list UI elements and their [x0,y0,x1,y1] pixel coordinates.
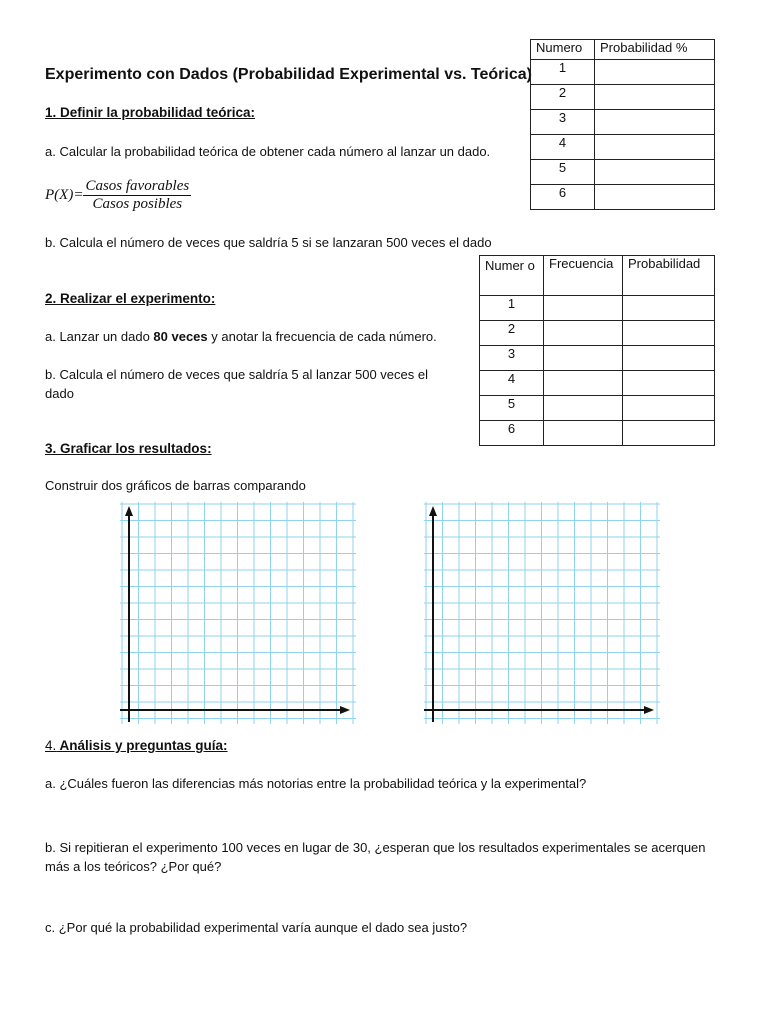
blank-graph-right[interactable] [422,500,662,726]
table1-cell-empty[interactable] [595,60,715,85]
table1-cell-empty[interactable] [595,160,715,185]
section4-heading [45,738,228,753]
section2-a [45,329,437,344]
table2-cell-empty[interactable] [544,421,623,446]
table-row [531,60,715,85]
table1-cell-number: 3 [531,110,595,135]
section2-a-bold: 80 veces [153,329,208,344]
table-row [531,110,715,135]
table2-cell-empty[interactable] [623,396,715,421]
formula-denominator: Casos posibles [92,196,183,212]
table2-cell-empty[interactable] [623,321,715,346]
section4-b: b. Si repitieran el experimento 100 veces en lugar de 30, ¿esperan que los resultados experimentales se acerquen más a los teóricos? ¿Por qué? [45,840,706,874]
table2-cell-empty[interactable] [544,396,623,421]
table2-cell-empty[interactable] [623,346,715,371]
table2-cell-empty[interactable] [544,371,623,396]
table-row [480,321,715,346]
table1-cell-number: 4 [531,135,595,160]
section4-c: c. ¿Por qué la probabilidad experimental varía aunque el dado sea justo? [45,920,468,935]
table2-cell-number: 6 [480,421,544,446]
section2-b: b. Calcula el número de veces que saldría 5 al lanzar 500 veces el dado [45,367,428,401]
section2-a-pre: a. Lanzar un dado [45,329,154,344]
table-row [480,346,715,371]
table1-header-probabilidad: Probabilidad % [595,40,715,60]
table1-cell-empty[interactable] [595,185,715,210]
x-axis-arrow-icon [340,706,350,714]
table-row [531,185,715,210]
probability-formula [45,178,191,213]
table-row [480,421,715,446]
table2-cell-empty[interactable] [623,421,715,446]
table1-header-numero: Numero [531,40,595,60]
section4-a: a. ¿Cuáles fueron las diferencias más notorias entre la probabilidad teórica y la experimental? [45,776,587,791]
table2-header-frecuencia: Frecuencia [544,256,623,296]
y-axis-arrow-icon [429,506,437,516]
section2-heading: 2. Realizar el experimento: [45,291,216,306]
section4-heading-num: 4. [45,738,57,753]
formula-numerator: Casos favorables [85,178,190,194]
section3-text: Construir dos gráficos de barras comparando [45,478,306,493]
section4-heading-text: Análisis y preguntas guía: [56,738,228,753]
y-axis-arrow-icon [125,506,133,516]
table-row [531,85,715,110]
table1-cell-number: 2 [531,85,595,110]
section1-b: b. Calcula el número de veces que saldría 5 si se lanzaran 500 veces el dado [45,235,492,250]
blank-graph-left[interactable] [118,500,358,726]
table2-cell-empty[interactable] [544,296,623,321]
table-row [480,371,715,396]
table2-cell-empty[interactable] [544,321,623,346]
formula-lhs: P(X)= [45,186,84,203]
table-row [480,296,715,321]
table1-cell-empty[interactable] [595,85,715,110]
table2-header-probabilidad: Probabilidad [623,256,715,296]
table2-cell-number: 3 [480,346,544,371]
table2-cell-number: 2 [480,321,544,346]
table2-cell-empty[interactable] [623,296,715,321]
table-row [531,135,715,160]
probability-table [530,39,715,210]
table1-cell-number: 5 [531,160,595,185]
table-row [531,160,715,185]
table2-cell-number: 4 [480,371,544,396]
table1-cell-empty[interactable] [595,110,715,135]
table1-cell-number: 1 [531,60,595,85]
table-row [480,396,715,421]
table2-cell-empty[interactable] [544,346,623,371]
table1-cell-number: 6 [531,185,595,210]
section1-heading: 1. Definir la probabilidad teórica: [45,105,256,120]
table2-cell-number: 1 [480,296,544,321]
x-axis-arrow-icon [644,706,654,714]
table2-cell-empty[interactable] [623,371,715,396]
table2-header-numero: Numer o [480,256,544,296]
table2-cell-number: 5 [480,396,544,421]
table1-cell-empty[interactable] [595,135,715,160]
section2-a-post: y anotar la frecuencia de cada número. [207,329,437,344]
section1-a: a. Calcular la probabilidad teórica de obtener cada número al lanzar un dado. [45,144,491,159]
frequency-table [479,255,715,446]
section3-heading: 3. Graficar los resultados: [45,441,212,456]
page-title: Experimento con Dados (Probabilidad Experimental vs. Teórica) [45,66,532,83]
